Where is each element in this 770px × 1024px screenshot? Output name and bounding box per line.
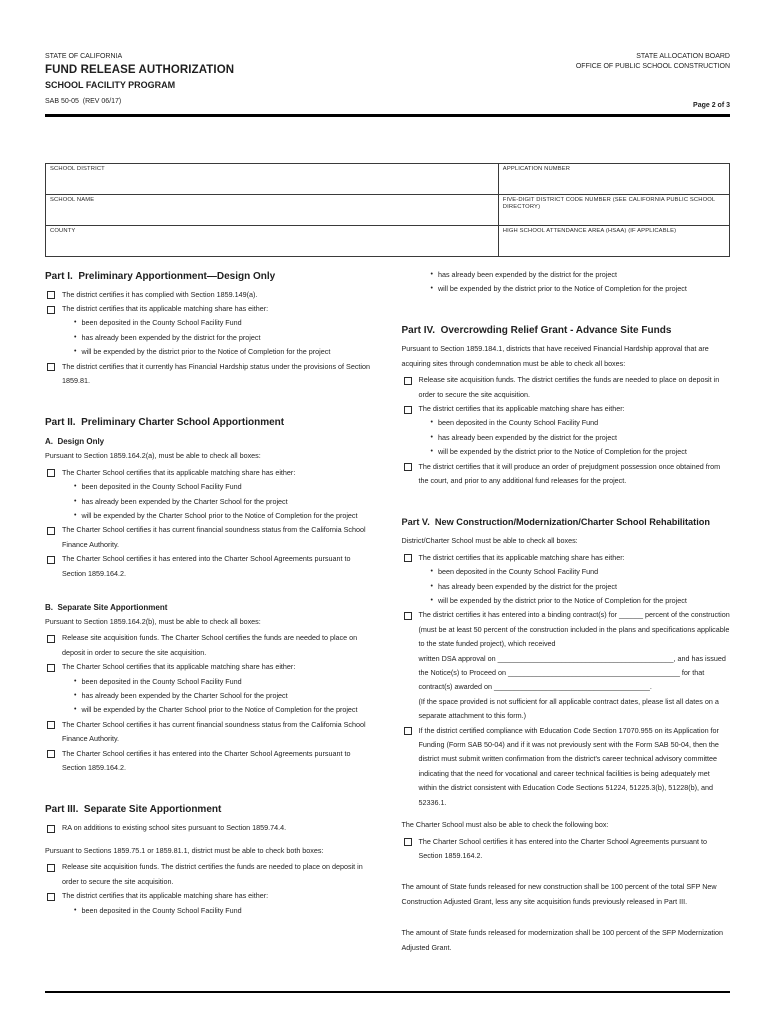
bullet-item: [45, 316, 374, 330]
header-rule: [45, 114, 730, 117]
five-digit-district-code-input[interactable]: [498, 194, 729, 225]
continued-text: contract(s) awarded on _______________________________________.: [418, 682, 652, 692]
part-ii-a-heading: A. Design Only: [45, 437, 105, 447]
bullet-icon: •: [430, 270, 433, 278]
checkbox-item: [45, 860, 374, 889]
checkbox-icon[interactable]: [47, 864, 55, 872]
checkbox-icon[interactable]: [404, 727, 412, 735]
bullet-label: will be expended by the district prior to the Notice of Completion for the project: [437, 596, 687, 605]
checkbox-item: [45, 889, 374, 903]
checkbox-item: [45, 360, 374, 389]
paragraph: District/Charter School must be able to check all boxes:: [401, 536, 578, 546]
bullet-label: been deposited in the County School Facility Fund: [437, 567, 599, 577]
part-ii-heading: Part II. Preliminary Charter School Apportionment: [45, 417, 285, 429]
checkbox-label: The district certifies that its applicable matching share has either:: [418, 403, 625, 413]
right-column: [402, 268, 731, 957]
agency-name: STATE ALLOCATION BOARD: [636, 53, 730, 60]
continued-text: the Notice(s) to Proceed on ___________________________________________ for that: [418, 668, 705, 678]
continued-text: (If the space provided is not sufficient for all applicable contract dates, please list all dates on a separate attachment to this form.): [418, 696, 721, 721]
paragraph: Pursuant to Section 1859.164.2(a), must be able to check all boxes:: [45, 451, 261, 461]
bullet-item: [402, 580, 731, 594]
state-label: STATE OF CALIFORNIA: [45, 53, 123, 60]
part-iii-heading: Part III. Separate Site Apportionment: [45, 804, 222, 816]
modernization-release-note: The amount of State funds released for modernization shall be 100 percent of the SFP Modernization Adjusted Grant.: [401, 928, 725, 952]
checkbox-item: [45, 718, 374, 747]
bullet-icon: •: [74, 511, 77, 519]
continued-text: written DSA approval on ____________________________________________, and has issued: [418, 653, 726, 663]
checkbox-item: [402, 460, 731, 489]
part-ii-b-heading: B. Separate Site Apportionment: [45, 603, 168, 612]
checkbox-item: [402, 835, 731, 864]
bullet-icon: •: [74, 677, 77, 685]
checkbox-item: [45, 288, 374, 302]
bullet-label: will be expended by the district prior to the Notice of Completion for the project: [437, 283, 687, 293]
checkbox-label: The district certifies that its applicable matching share has either:: [62, 891, 269, 901]
bullet-item: [45, 331, 374, 345]
part-i-heading: Part I. Preliminary Apportionment—Design Only: [45, 270, 276, 282]
application-number-input[interactable]: [498, 163, 729, 194]
bullet-icon: •: [430, 597, 433, 604]
checkbox-label: The Charter School certifies it has current financial soundness status from the California School Finance Authority.: [62, 719, 368, 744]
checkbox-label: If the district certified compliance with Education Code Section 17070.955 on its Application for Funding (Form SAB 50-04) and if it was not previously sent with the Form SAB 50-04, then the district must submit written confirmation from the district's career technical advisory committee indicating that the need for vocational and career technical facilities is being adequately met within the district consistent with Education Code Sections 51224, 51225.3(b), 51228(b), and 52336.1.: [418, 725, 721, 807]
bullet-label: been deposited in the County School Facility Fund: [81, 676, 242, 686]
checkbox-icon[interactable]: [47, 469, 55, 477]
checkbox-icon[interactable]: [47, 527, 55, 535]
bullet-item: [45, 345, 374, 359]
form-subtitle: SCHOOL FACILITY PROGRAM: [45, 80, 176, 90]
bullet-label: has already been expended by the district for the project: [437, 269, 617, 279]
checkbox-item: [45, 821, 374, 835]
bullet-icon: •: [430, 284, 433, 292]
county-input[interactable]: [46, 225, 499, 256]
bullet-icon: •: [74, 319, 77, 327]
checkbox-label: Release site acquisition funds. The Charter School certifies the funds are needed to place on deposit in order to secure the site acquisition.: [62, 633, 360, 657]
bullet-item: [45, 509, 374, 523]
checkbox-label: The district certifies it has entered into a binding contract(s) for ______ percent of the construction (must be at least 50 percent of the construction included in the plans and specifications applicable to the state funded project), which received: [418, 610, 732, 649]
checkbox-icon[interactable]: [47, 291, 55, 299]
bullet-label: has already been expended by the district for the project: [437, 432, 617, 442]
bullet-icon: •: [74, 497, 77, 505]
paragraph: Pursuant to Section 1859.164.2(b), must be able to check all boxes:: [45, 617, 261, 626]
checkbox-icon[interactable]: [47, 825, 55, 833]
bullet-icon: •: [74, 692, 77, 700]
header-right: [576, 52, 730, 111]
school-district-input[interactable]: [46, 163, 499, 194]
checkbox-icon[interactable]: [47, 363, 55, 371]
bullet-label: been deposited in the County School Facility Fund: [81, 318, 242, 328]
paragraph: Pursuant to Sections 1859.75.1 or 1859.81.1, district must be able to check both boxes:: [45, 845, 324, 855]
checkbox-item: [402, 373, 731, 402]
bullet-label: will be expended by the district prior to the Notice of Completion for the project: [437, 447, 687, 457]
info-table: [45, 163, 730, 257]
bullet-label: been deposited in the County School Facility Fund: [81, 482, 242, 492]
office-name: OFFICE OF PUBLIC SCHOOL CONSTRUCTION: [575, 63, 730, 70]
bullet-icon: •: [74, 483, 77, 491]
checkbox-label: The district certifies that its applicable matching share has either:: [418, 552, 625, 562]
checkbox-label: The Charter School certifies that its applicable matching share has either:: [62, 467, 296, 477]
bullet-item: [45, 495, 374, 509]
bullet-item: [402, 431, 731, 445]
checkbox-icon[interactable]: [47, 721, 55, 729]
checkbox-label: The district certifies it has complied with Section 1859.149(a).: [62, 289, 258, 299]
checkbox-icon[interactable]: [47, 556, 55, 564]
bullet-icon: •: [74, 706, 77, 714]
bullet-icon: •: [74, 348, 77, 356]
footer-rule: [45, 991, 730, 993]
checkbox-label: The Charter School certifies it has entered into the Charter School Agreements pursuant to Section 1859.164.2.: [62, 554, 353, 578]
bullet-item: [402, 445, 731, 459]
form-number: SAB 50-05 (REV 06/17): [45, 98, 122, 105]
new-construction-release-note: The amount of State funds released for new construction shall be 100 percent of the total SFP New Construction Adjusted Grant, less any site acquisition funds previously released in Part III.: [401, 882, 719, 906]
table-row: [46, 225, 730, 256]
checkbox-label: Release site acquisition funds. The district certifies the funds are needed to place on deposit in order to secure the site acquisition.: [418, 375, 722, 399]
table-row: [46, 163, 730, 194]
bullet-label: will be expended by the Charter School prior to the Notice of Completion for the project: [81, 705, 358, 715]
form-body: [45, 268, 730, 957]
checkbox-label: The Charter School certifies that its applicable matching share has either:: [62, 662, 296, 672]
bullet-label: has already been expended by the district for the project: [81, 332, 261, 342]
bullet-icon: •: [430, 582, 433, 590]
bullet-label: will be expended by the Charter School prior to the Notice of Completion for the project: [81, 510, 358, 520]
checkbox-icon[interactable]: [404, 377, 412, 385]
bullet-item: [45, 904, 374, 918]
bullet-label: will be expended by the district prior to the Notice of Completion for the project: [81, 347, 331, 357]
bullet-icon: •: [74, 906, 77, 914]
checkbox-label: The district certifies that its applicable matching share has either:: [62, 303, 269, 313]
checkbox-item: [45, 466, 374, 480]
bullet-item: [402, 594, 731, 608]
checkbox-item: [402, 608, 731, 651]
checkbox-label: The district certifies that it will produce an order of prejudgment possession once obtained from the court, and prior to any additional fund releases for the project.: [418, 461, 723, 485]
field-label: SCHOOL NAME: [50, 196, 95, 203]
checkbox-label: The Charter School certifies it has entered into the Charter School Agreements pursuant to Section 1859.164.2.: [62, 748, 353, 773]
table-row: [46, 194, 730, 225]
part-v-heading: Part V. New Construction/Modernization/Charter School Rehabilitation: [401, 517, 710, 528]
checkbox-icon[interactable]: [47, 306, 55, 314]
bullet-label: been deposited in the County School Facility Fund: [81, 905, 242, 915]
checkbox-item: [45, 747, 374, 776]
checkbox-icon[interactable]: [404, 838, 412, 846]
bullet-item: [402, 565, 731, 579]
bullet-label: has already been expended by the district for the project: [437, 581, 617, 591]
bullet-icon: •: [430, 448, 433, 456]
school-name-input[interactable]: [46, 194, 499, 225]
paragraph: The Charter School must also be able to check the following box:: [401, 820, 609, 830]
bullet-item: [45, 703, 374, 717]
checkbox-item: [45, 660, 374, 674]
paragraph: Pursuant to Section 1859.184.1, districts that have received Financial Hardship approval that are acquiring sites through condemnation must be able to check all boxes:: [401, 344, 711, 368]
checkbox-label: The Charter School certifies it has current financial soundness status from the California School Finance Authority.: [62, 525, 368, 549]
bullet-icon: •: [430, 419, 433, 427]
bullet-item: [402, 282, 731, 296]
page-number: Page 2 of 3: [693, 102, 730, 109]
field-label: SCHOOL DISTRICT: [50, 165, 105, 172]
bullet-item: [45, 675, 374, 689]
checkbox-icon[interactable]: [47, 893, 55, 901]
checkbox-icon[interactable]: [404, 463, 412, 471]
form-title: FUND RELEASE AUTHORIZATION: [45, 64, 235, 76]
field-label: HIGH SCHOOL ATTENDANCE AREA (HSAA) (IF APPLICABLE): [502, 227, 677, 234]
form-header: [45, 52, 730, 111]
left-column: [45, 268, 374, 918]
field-label: FIVE-DIGIT DISTRICT CODE NUMBER (SEE CALIFORNIA PUBLIC SCHOOL DIRECTORY): [502, 196, 716, 210]
field-label: COUNTY: [50, 227, 76, 234]
field-label: APPLICATION NUMBER: [502, 165, 571, 172]
checkbox-icon[interactable]: [47, 635, 55, 643]
checkbox-icon[interactable]: [404, 554, 412, 562]
checkbox-icon[interactable]: [404, 612, 412, 620]
checkbox-icon[interactable]: [404, 406, 412, 414]
checkbox-icon[interactable]: [47, 664, 55, 672]
bullet-icon: •: [430, 568, 433, 576]
bullet-item: [45, 480, 374, 494]
checkbox-label: RA on additions to existing school sites pursuant to Section 1859.74.4.: [62, 823, 287, 833]
bullet-label: been deposited in the County School Facility Fund: [437, 418, 599, 428]
hsaa-input[interactable]: [498, 225, 729, 256]
bullet-icon: •: [430, 433, 433, 441]
checkbox-item: [402, 551, 731, 565]
checkbox-item: [45, 523, 374, 552]
checkbox-label: The Charter School certifies it has entered into the Charter School Agreements pursuant to Section 1859.164.2.: [418, 836, 709, 860]
checkbox-item: [402, 724, 731, 810]
bullet-label: has already been expended by the Charter School for the project: [81, 691, 288, 701]
checkbox-item: [45, 302, 374, 316]
bullet-item: [402, 416, 731, 430]
checkbox-item: [402, 402, 731, 416]
checkbox-icon[interactable]: [47, 750, 55, 758]
checkbox-label: Release site acquisition funds. The district certifies the funds are needed to place on deposit in order to secure the site acquisition.: [62, 862, 365, 886]
checkbox-label: The district certifies that it currently has Financial Hardship status under the provisions of Section 1859.81.: [62, 361, 373, 385]
checkbox-item: [45, 631, 374, 660]
bullet-icon: •: [74, 333, 77, 341]
info-table-body: [46, 163, 730, 256]
checkbox-item: [45, 552, 374, 581]
bullet-label: has already been expended by the Charter School for the project: [81, 496, 288, 506]
bullet-item: [402, 268, 731, 282]
bullet-item: [45, 689, 374, 703]
part-iv-heading: Part IV. Overcrowding Relief Grant - Advance Site Funds: [401, 325, 672, 337]
